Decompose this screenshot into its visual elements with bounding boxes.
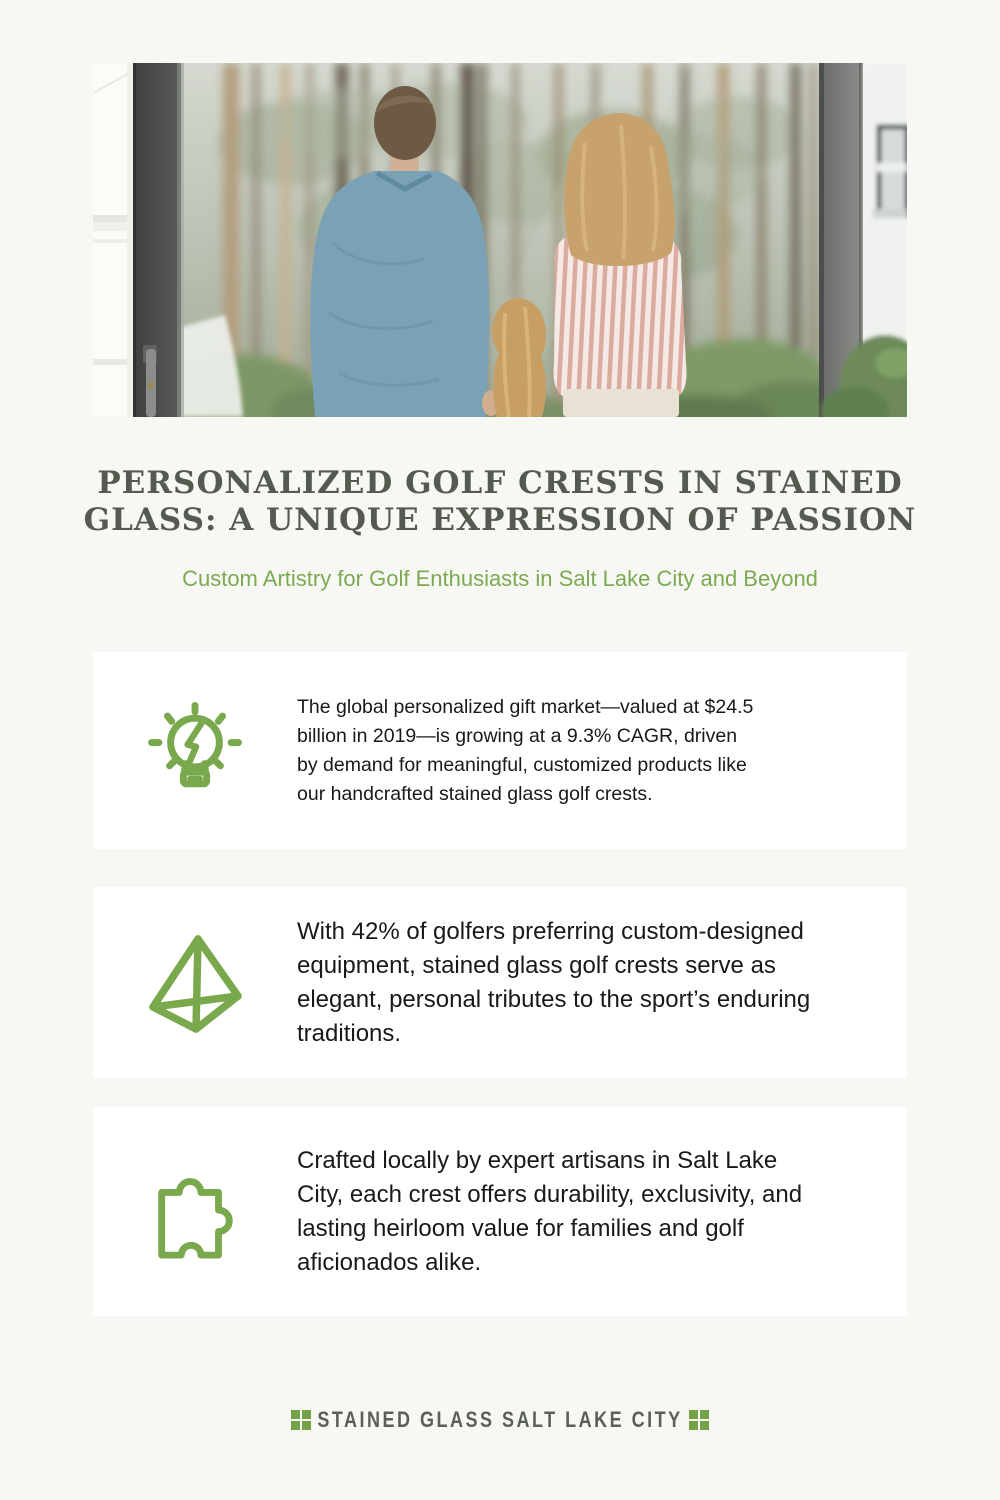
card-text: The global personalized gift market—valued at $24.5 billion in 2019—is growing at a 9.3% CAGR, driven by demand for meaningful, customized products like our handcrafted stained glass golf crests.	[297, 695, 754, 805]
hero-photo	[93, 63, 907, 417]
page-title: PERSONALIZED GOLF CRESTS IN STAINED GLASS: A UNIQUE EXPRESSION OF PASSION	[83, 464, 917, 538]
four-pane-window-icon	[291, 1410, 311, 1430]
four-pane-window-icon	[689, 1410, 709, 1430]
card-text: Crafted locally by expert artisans in Salt Lake City, each crest offers durability, exclusivity, and lasting heirloom value for families and golf aficionados alike.	[297, 1146, 803, 1276]
card-text: With 42% of golfers preferring custom-designed equipment, stained glass golf crests serve as elegant, personal tributes to the sport’s enduring traditions.	[297, 917, 811, 1047]
window-frame-left	[133, 63, 184, 417]
fact-card-local-craftsmanship	[93, 1107, 907, 1316]
prism-icon	[93, 933, 297, 1033]
footer-brand	[0, 1400, 1000, 1440]
family-window-forest-illustration	[93, 63, 907, 417]
page-subtitle: Custom Artistry for Golf Enthusiasts in Salt Lake City and Beyond	[182, 566, 818, 592]
lightbulb-bolt-icon	[93, 698, 297, 804]
brand-name: STAINED GLASS SALT LAKE CITY	[317, 1407, 683, 1432]
puzzle-piece-icon	[93, 1163, 297, 1261]
interior-wall	[93, 63, 133, 417]
fact-card-market-growth	[93, 652, 907, 849]
fact-card-golfer-preference	[93, 887, 907, 1078]
